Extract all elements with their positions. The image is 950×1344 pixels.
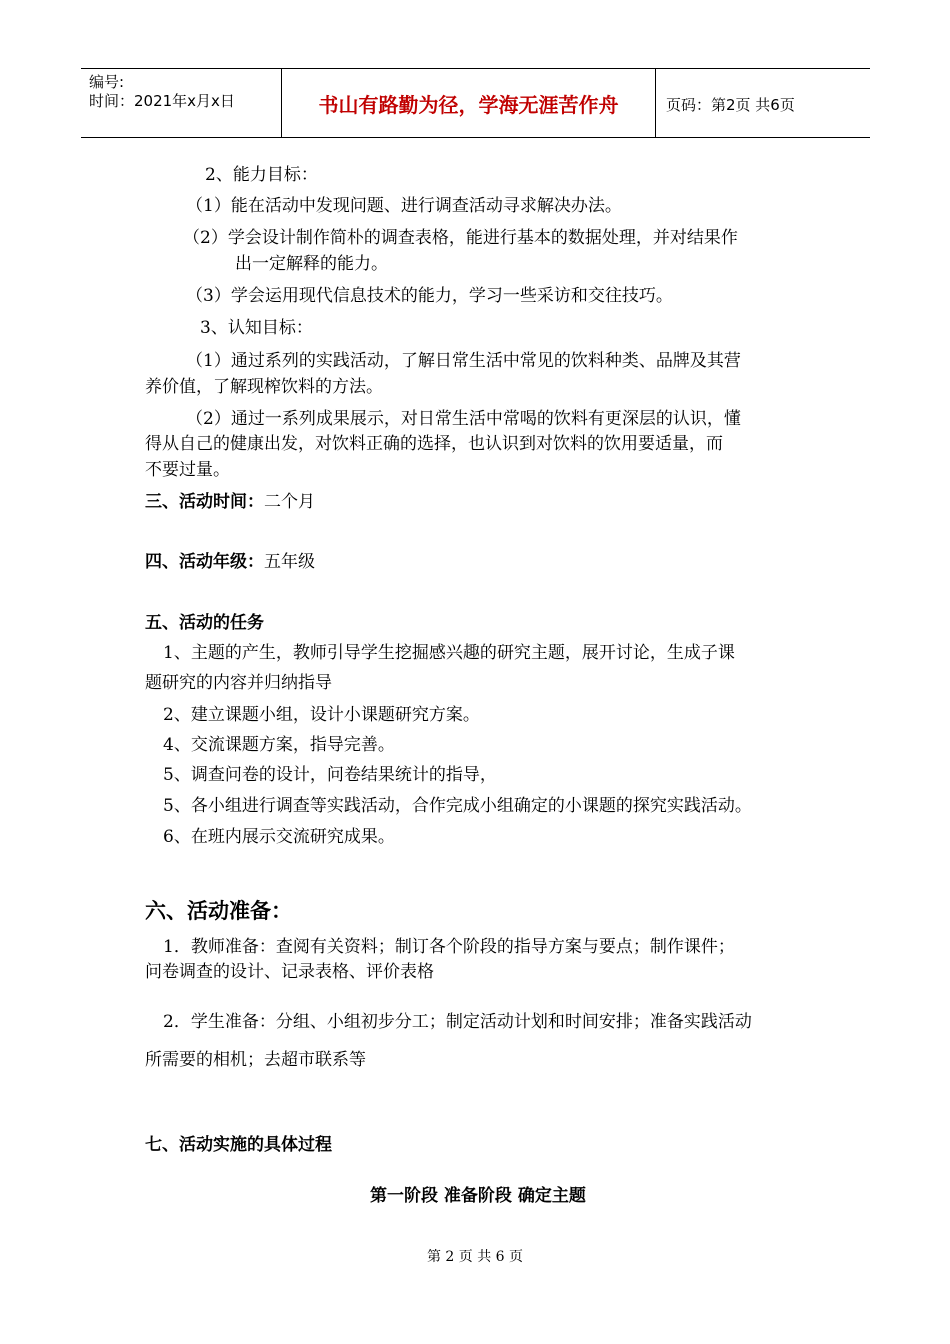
text-line: （1）能在活动中发现问题、进行调查活动寻求解决办法。 [186,196,622,216]
task-item: 4、交流课题方案，指导完善。 [163,735,395,755]
text-line: 得从自己的健康出发，对饮料正确的选择，也认识到对饮料的饮用要适量，而 [145,434,723,454]
prep-item: 所需要的相机；去超市联系等 [145,1050,366,1070]
doc-number-label: 编号: [89,73,125,91]
text-line: 出一定解释的能力。 [235,254,388,274]
text-line: 养价值，了解现榨饮料的方法。 [145,377,383,397]
page-footer: 第 2 页 共 6 页 [426,1249,524,1265]
text-line: （1）通过系列的实践活动，了解日常生活中常见的饮料种类、品牌及其营 [186,351,741,371]
task-item: 5、调查问卷的设计，问卷结果统计的指导， [163,765,497,785]
task-item: 5、各小组进行调查等实践活动，合作完成小组确定的小课题的探究实践活动。 [163,796,752,816]
task-item: 1、主题的产生，教师引导学生挖掘感兴趣的研究主题，展开讨论，生成子课 [163,643,735,663]
text-line: （2）通过一系列成果展示，对日常生活中常喝的饮料有更深层的认识，懂 [186,409,741,429]
section-heading: 四、活动年级： [145,552,264,572]
section-heading: 三、活动时间： [145,492,264,512]
header-motto: 书山有路勤为径，学海无涯苦作舟 [318,93,619,117]
prep-item: 问卷调查的设计、记录表格、评价表格 [145,962,434,982]
text-line: （3）学会运用现代信息技术的能力，学习一些采访和交往技巧。 [186,286,673,306]
task-item: 6、在班内展示交流研究成果。 [163,827,395,847]
section-heading: 六、活动准备： [145,899,292,923]
doc-date-label: 时间：2021年x月x日 [89,92,235,110]
header-motto-cell [282,69,656,137]
section-value: 五年级 [264,552,315,572]
task-item: 2、建立课题小组，设计小课题研究方案。 [163,705,480,725]
prep-item: 2．学生准备：分组、小组初步分工；制定活动计划和时间安排；准备实践活动 [163,1012,752,1032]
text-line: 不要过量。 [145,460,230,480]
page-header [81,68,870,138]
section-heading: 五、活动的任务 [145,613,264,633]
section-heading: 七、活动实施的具体过程 [145,1135,332,1155]
text-line: 2、能力目标： [205,165,318,185]
text-line: 3、认知目标： [200,318,313,338]
header-meta-cell [81,69,282,137]
text-line: （2）学会设计制作简朴的调查表格，能进行基本的数据处理，并对结果作 [183,228,738,248]
section-activity-time [145,492,315,512]
header-page-cell [656,69,870,137]
section-activity-grade [145,552,315,572]
header-page-number: 页码：第2页 共6页 [666,96,795,114]
section-value: 二个月 [264,492,315,512]
prep-item: 1．教师准备：查阅有关资料；制订各个阶段的指导方案与要点；制作课件； [163,937,735,957]
task-item: 题研究的内容并归纳指导 [145,673,332,693]
stage-title: 第一阶段 准备阶段 确定主题 [370,1186,586,1206]
